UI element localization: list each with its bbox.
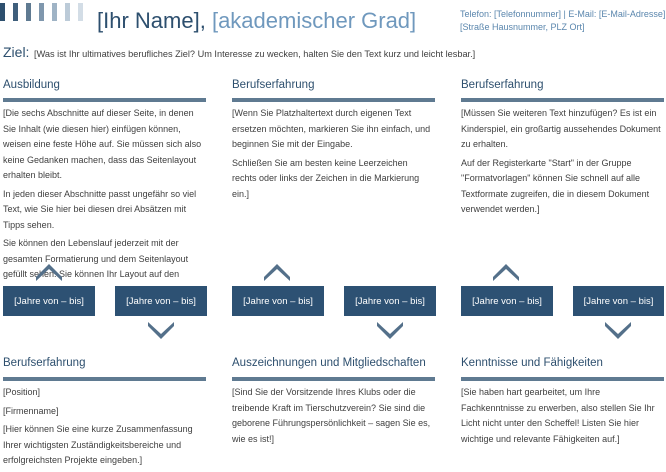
section-title-experience-3: Berufserfahrung (3, 357, 86, 369)
chevron-down-icon (148, 322, 174, 342)
logo-bar-4 (39, 3, 44, 21)
logo-bar-2 (13, 3, 18, 21)
objective (3, 44, 475, 62)
section-title-skills: Kenntnisse und Fähigkeiten (461, 357, 603, 369)
section-bar (232, 98, 435, 102)
paragraph: [Sie haben hart gearbeitet, um Ihre Fachkenntnisse zu erwerben, also stellen Sie Ihr Licht nicht unter den Scheffel! Listen Sie hier wichtige und relevante Fähigkeiten auf.] (461, 387, 655, 444)
section-body-skills[interactable] (461, 385, 664, 450)
paragraph: [Sind Sie der Vorsitzende Ihres Klubs oder die treibende Kraft im Tierschutzverein? Sie sind die geborene Führungspersönlichkeit – sagen Sie es, wie es ist!] (232, 387, 431, 444)
section-title-experience-1: Berufserfahrung (232, 79, 315, 91)
section-body-experience-3[interactable] (3, 385, 203, 472)
name-text[interactable]: [Ihr Name] (97, 8, 200, 33)
chevron-up-icon (493, 261, 519, 281)
name-heading[interactable] (97, 8, 416, 34)
paragraph: Auf der Registerkarte "Start" in der Gruppe "Formatvorlagen" können Sie schnell auf alle Textformate zugreifen, die in diesem Dokument verwendet werden.] (461, 157, 650, 214)
logo-bar-6 (65, 3, 70, 21)
date-range-box[interactable]: [Jahre von – bis] (461, 286, 553, 316)
date-range-box[interactable]: [Jahre von – bis] (573, 286, 664, 316)
paragraph: [Hier können Sie eine kurze Zusammenfassung Ihrer wichtigsten Zuständigkeitsbereiche und erfolgreichsten Projekte eingeben.] (3, 424, 193, 465)
section-body-experience-2[interactable] (461, 106, 664, 221)
section-title-awards: Auszeichnungen und Mitgliedschaften (232, 357, 426, 369)
company-field: [Firmenname] (3, 405, 59, 416)
paragraph: Sie können den Lebenslauf jederzeit mit der gesamten Formatierung und dem Seitenlayout gefüllt sehen. Sie können Ihr Layout auf den (3, 238, 189, 279)
section-bar (232, 377, 435, 381)
section-title-education: Ausbildung (3, 79, 60, 91)
date-range-box[interactable]: [Jahre von – bis] (3, 286, 95, 316)
objective-label: Ziel: (3, 44, 30, 60)
section-bar (3, 98, 206, 102)
contact-block (460, 8, 665, 34)
section-body-experience-1[interactable] (232, 106, 432, 205)
section-bar (461, 98, 664, 102)
section-bar (3, 377, 206, 381)
logo-bar-1 (0, 3, 5, 21)
degree-text[interactable]: [akademischer Grad] (211, 8, 417, 33)
section-title-experience-2: Berufserfahrung (461, 79, 544, 91)
chevron-down-icon (377, 322, 403, 342)
position-field: [Position] (3, 387, 41, 397)
paragraph: Schließen Sie am besten keine Leerzeichen rechts oder links der Zeichen in die Markierung ein.] (232, 157, 420, 199)
section-body-education[interactable] (3, 106, 209, 279)
date-range-box[interactable]: [Jahre von – bis] (232, 286, 324, 316)
chevron-down-icon (605, 322, 631, 342)
section-body-awards[interactable] (232, 385, 437, 450)
date-range-box[interactable]: [Jahre von – bis] (115, 286, 207, 316)
chevron-up-icon (264, 261, 290, 281)
objective-text[interactable]: [Was ist Ihr ultimatives berufliches Ziel? Um Interesse zu wecken, halten Sie den Text kurz und leicht lesbar.] (34, 49, 476, 59)
section-bar (461, 377, 664, 381)
paragraph: In jeden dieser Abschnitte passt ungefähr so viel Text, wie Sie hier bei diesen drei Absätzen mit Tipps sehen. (3, 188, 197, 230)
logo-bar-3 (26, 3, 31, 21)
chevron-up-icon (36, 261, 62, 281)
logo-bar-7 (78, 3, 83, 21)
paragraph: [Die sechs Abschnitte auf dieser Seite, in denen Sie Inhalt (wie diesen hier) einfügen können, weisen eine feste Höhe auf. Sie müssen sich also keine Gedanken machen, dass das Seitenlayout erhalten bleibt. (3, 108, 202, 180)
contact-phone-email[interactable]: Telefon: [Telefonnummer] | E-Mail: [E-Mail-Adresse] (460, 9, 666, 19)
contact-address[interactable]: [Straße Hausnummer, PLZ Ort] (460, 22, 585, 32)
paragraph: [Wenn Sie Platzhaltertext durch eigenen Text ersetzen möchten, markieren Sie ihn einfach, und beginnen Sie mit der Eingabe. (232, 108, 431, 149)
date-range-box[interactable]: [Jahre von – bis] (344, 286, 436, 316)
name-separator: , (199, 8, 206, 33)
paragraph: [Müssen Sie weiteren Text hinzufügen? Es ist ein Kinderspiel, ein großartig aussehendes Dokument zu erhalten. (461, 108, 661, 149)
logo-bar-5 (52, 3, 57, 21)
logo-bars (0, 3, 84, 21)
